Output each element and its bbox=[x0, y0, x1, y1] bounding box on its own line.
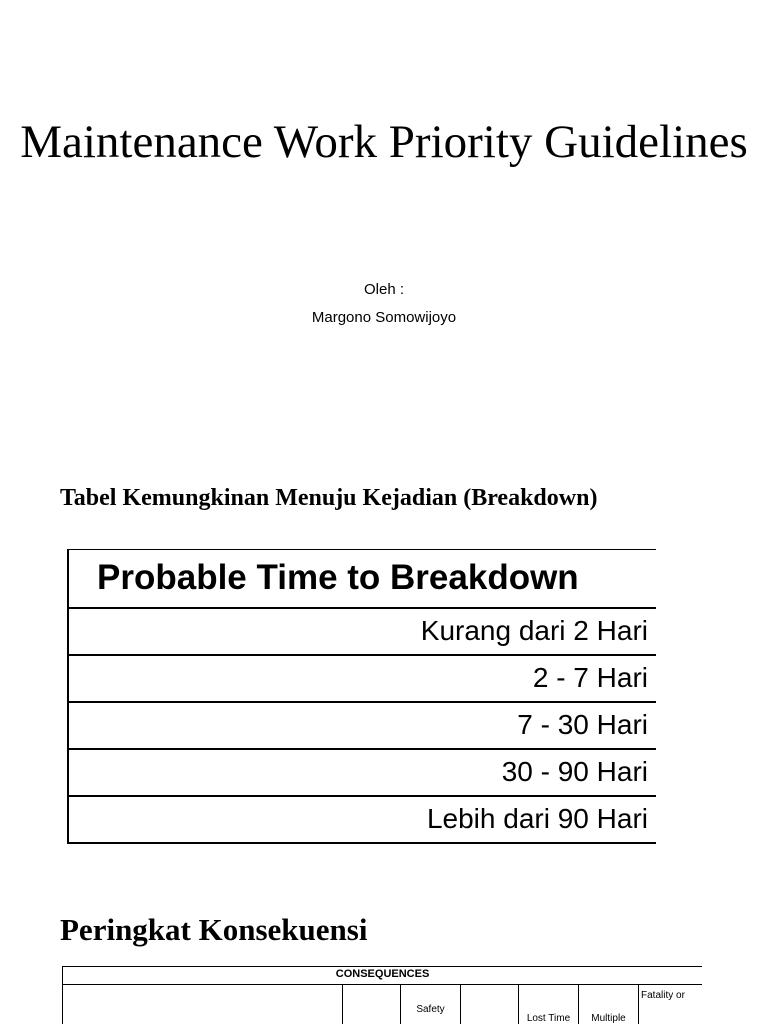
table-cell: 30 - 90 Hari bbox=[68, 749, 656, 796]
breakdown-table-heading: Tabel Kemungkinan Menuju Kejadian (Breakdown) bbox=[60, 485, 598, 511]
table-cell: Multiple bbox=[579, 985, 639, 1024]
table-cell: Lost Time bbox=[519, 985, 579, 1024]
document-title: Maintenance Work Priority Guidelines bbox=[20, 116, 748, 168]
table-row bbox=[68, 608, 656, 655]
table-cell bbox=[343, 985, 401, 1024]
table-row bbox=[68, 655, 656, 702]
table-cell: Lebih dari 90 Hari bbox=[68, 796, 656, 843]
table-cell: 2 - 7 Hari bbox=[68, 655, 656, 702]
author-name: Margono Somowijoyo bbox=[311, 309, 457, 326]
consequence-header-row bbox=[63, 985, 703, 1024]
table-cell: Safety bbox=[401, 985, 461, 1024]
consequence-heading: Peringkat Konsekuensi bbox=[60, 912, 368, 947]
consequence-title-row bbox=[63, 967, 703, 985]
table-header-row bbox=[68, 550, 656, 608]
table-cell: 7 - 30 Hari bbox=[68, 702, 656, 749]
consequence-table-wrapper bbox=[62, 966, 702, 1024]
table-cell: Kurang dari 2 Hari bbox=[68, 608, 656, 655]
table-row bbox=[68, 796, 656, 843]
table-row bbox=[68, 702, 656, 749]
consequence-table bbox=[62, 966, 702, 1024]
table-cell: Fatality or bbox=[639, 985, 703, 1024]
table-row bbox=[68, 749, 656, 796]
table-cell bbox=[63, 985, 343, 1024]
table-cell bbox=[461, 985, 519, 1024]
table-header-cell: Probable Time to Breakdown bbox=[68, 550, 656, 608]
breakdown-time-table bbox=[67, 549, 656, 844]
author-label: Oleh : bbox=[363, 281, 405, 298]
consequences-title: CONSEQUENCES bbox=[63, 967, 703, 985]
